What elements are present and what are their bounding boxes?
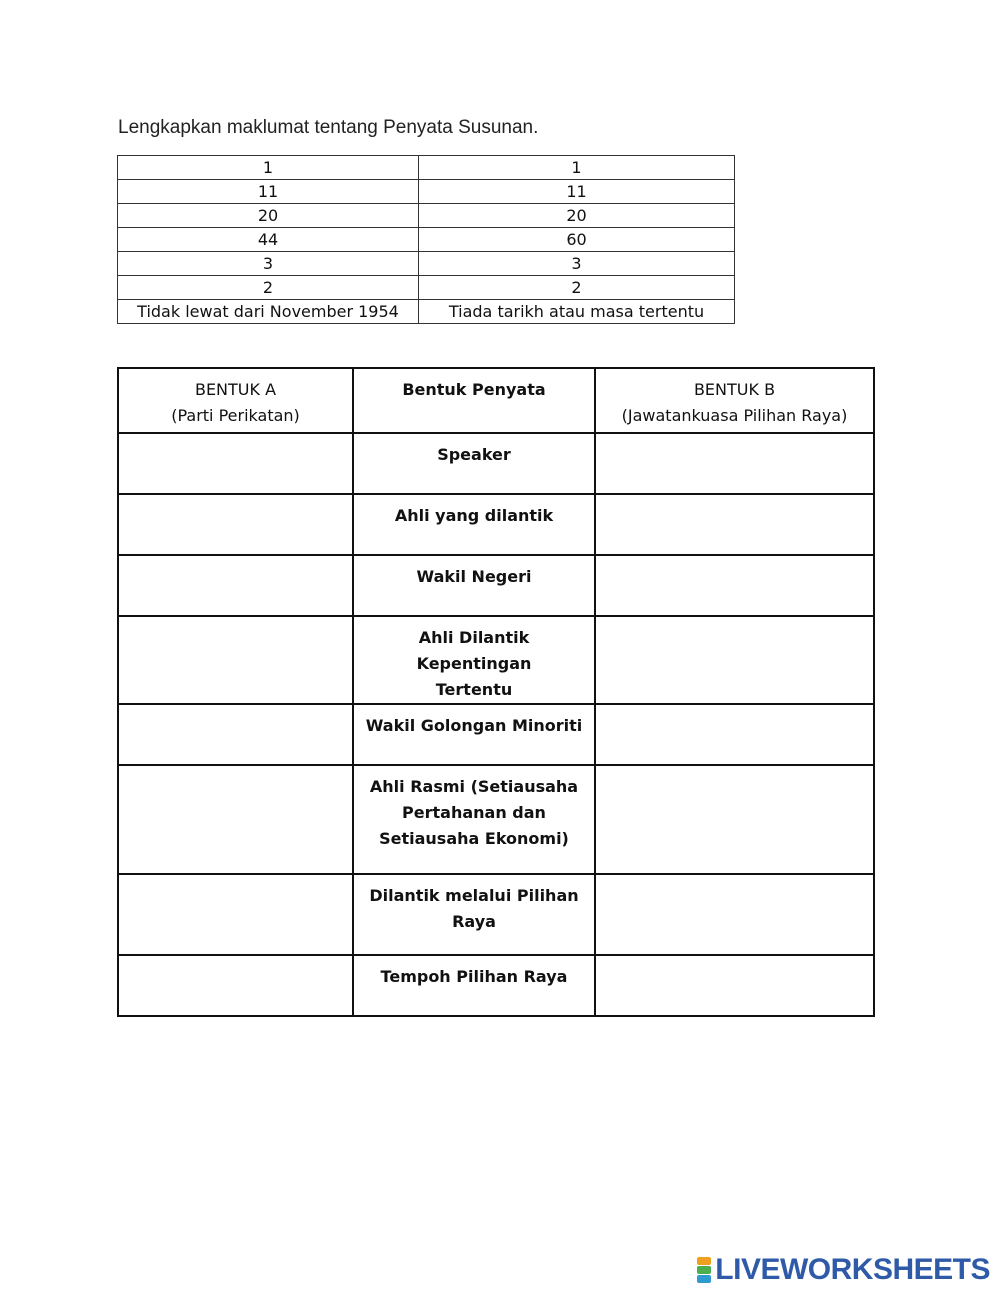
logo-block-blue [697, 1275, 711, 1283]
header-bentuk-b-subtitle: (Jawatankuasa Pilihan Raya) [621, 406, 848, 425]
row-label: Dilantik melalui Pilihan Raya [353, 874, 595, 955]
answer-cell[interactable]: 2 [419, 276, 735, 300]
bentuk-b-answer-cell[interactable] [595, 494, 874, 555]
table-row [118, 180, 735, 204]
bentuk-a-answer-cell[interactable] [118, 616, 353, 704]
bentuk-b-answer-cell[interactable] [595, 874, 874, 955]
table-row [118, 765, 874, 874]
table-row [118, 252, 735, 276]
instruction-text: Lengkapkan maklumat tentang Penyata Susunan. [118, 117, 539, 138]
table-row [118, 300, 735, 324]
row-label: Ahli Dilantik Kepentingan Tertentu [353, 616, 595, 704]
brand-name: LIVEWORKSHEETS [715, 1253, 990, 1286]
header-bentuk-penyata [353, 368, 595, 433]
bentuk-a-answer-cell[interactable] [118, 874, 353, 955]
header-bentuk-b [595, 368, 874, 433]
bentuk-b-answer-cell[interactable] [595, 433, 874, 494]
logo-block-green [697, 1266, 711, 1274]
table-row [118, 228, 735, 252]
comparison-table [117, 367, 875, 1017]
bentuk-a-answer-cell[interactable] [118, 494, 353, 555]
answer-cell[interactable]: 1 [118, 156, 419, 180]
answer-cell[interactable]: 11 [419, 180, 735, 204]
liveworksheets-logo-icon [697, 1257, 711, 1283]
answer-cell[interactable]: 11 [118, 180, 419, 204]
answer-cell[interactable]: Tidak lewat dari November 1954 [118, 300, 419, 324]
table-row [118, 276, 735, 300]
table-row [118, 704, 874, 765]
row-label: Ahli yang dilantik [353, 494, 595, 555]
answer-cell[interactable]: 2 [118, 276, 419, 300]
bentuk-b-answer-cell[interactable] [595, 765, 874, 874]
table-row [118, 616, 874, 704]
header-bentuk-a-title: BENTUK A [194, 380, 277, 399]
bentuk-a-answer-cell[interactable] [118, 433, 353, 494]
table-row [118, 433, 874, 494]
answer-cell[interactable]: 44 [118, 228, 419, 252]
answer-cell[interactable]: 3 [419, 252, 735, 276]
row-label: Ahli Rasmi (Setiausaha Pertahanan dan Setiausaha Ekonomi) [353, 765, 595, 874]
bentuk-b-answer-cell[interactable] [595, 616, 874, 704]
table-row [118, 955, 874, 1016]
bentuk-a-answer-cell[interactable] [118, 765, 353, 874]
bentuk-b-answer-cell[interactable] [595, 955, 874, 1016]
table-row [118, 494, 874, 555]
answer-cell[interactable]: 20 [118, 204, 419, 228]
header-bentuk-b-title: BENTUK B [693, 380, 776, 399]
answer-cell[interactable]: 20 [419, 204, 735, 228]
table-row [118, 874, 874, 955]
table-row [118, 204, 735, 228]
bentuk-a-answer-cell[interactable] [118, 555, 353, 616]
row-label: Tempoh Pilihan Raya [353, 955, 595, 1016]
header-bentuk-a-subtitle: (Parti Perikatan) [171, 406, 300, 425]
answer-table [117, 155, 735, 324]
bentuk-b-answer-cell[interactable] [595, 555, 874, 616]
answer-cell[interactable]: 60 [419, 228, 735, 252]
bentuk-a-answer-cell[interactable] [118, 704, 353, 765]
header-bentuk-a [118, 368, 353, 433]
header-bentuk-penyata-title: Bentuk Penyata [402, 380, 546, 399]
row-label: Speaker [353, 433, 595, 494]
answer-cell[interactable]: 1 [419, 156, 735, 180]
table-row [118, 156, 735, 180]
row-label: Wakil Golongan Minoriti [353, 704, 595, 765]
bentuk-a-answer-cell[interactable] [118, 955, 353, 1016]
liveworksheets-brand [697, 1255, 990, 1285]
answer-cell[interactable]: Tiada tarikh atau masa tertentu [419, 300, 735, 324]
table-header-row [118, 368, 874, 433]
table-row [118, 555, 874, 616]
logo-block-orange [697, 1257, 711, 1265]
row-label: Wakil Negeri [353, 555, 595, 616]
answer-cell[interactable]: 3 [118, 252, 419, 276]
bentuk-b-answer-cell[interactable] [595, 704, 874, 765]
